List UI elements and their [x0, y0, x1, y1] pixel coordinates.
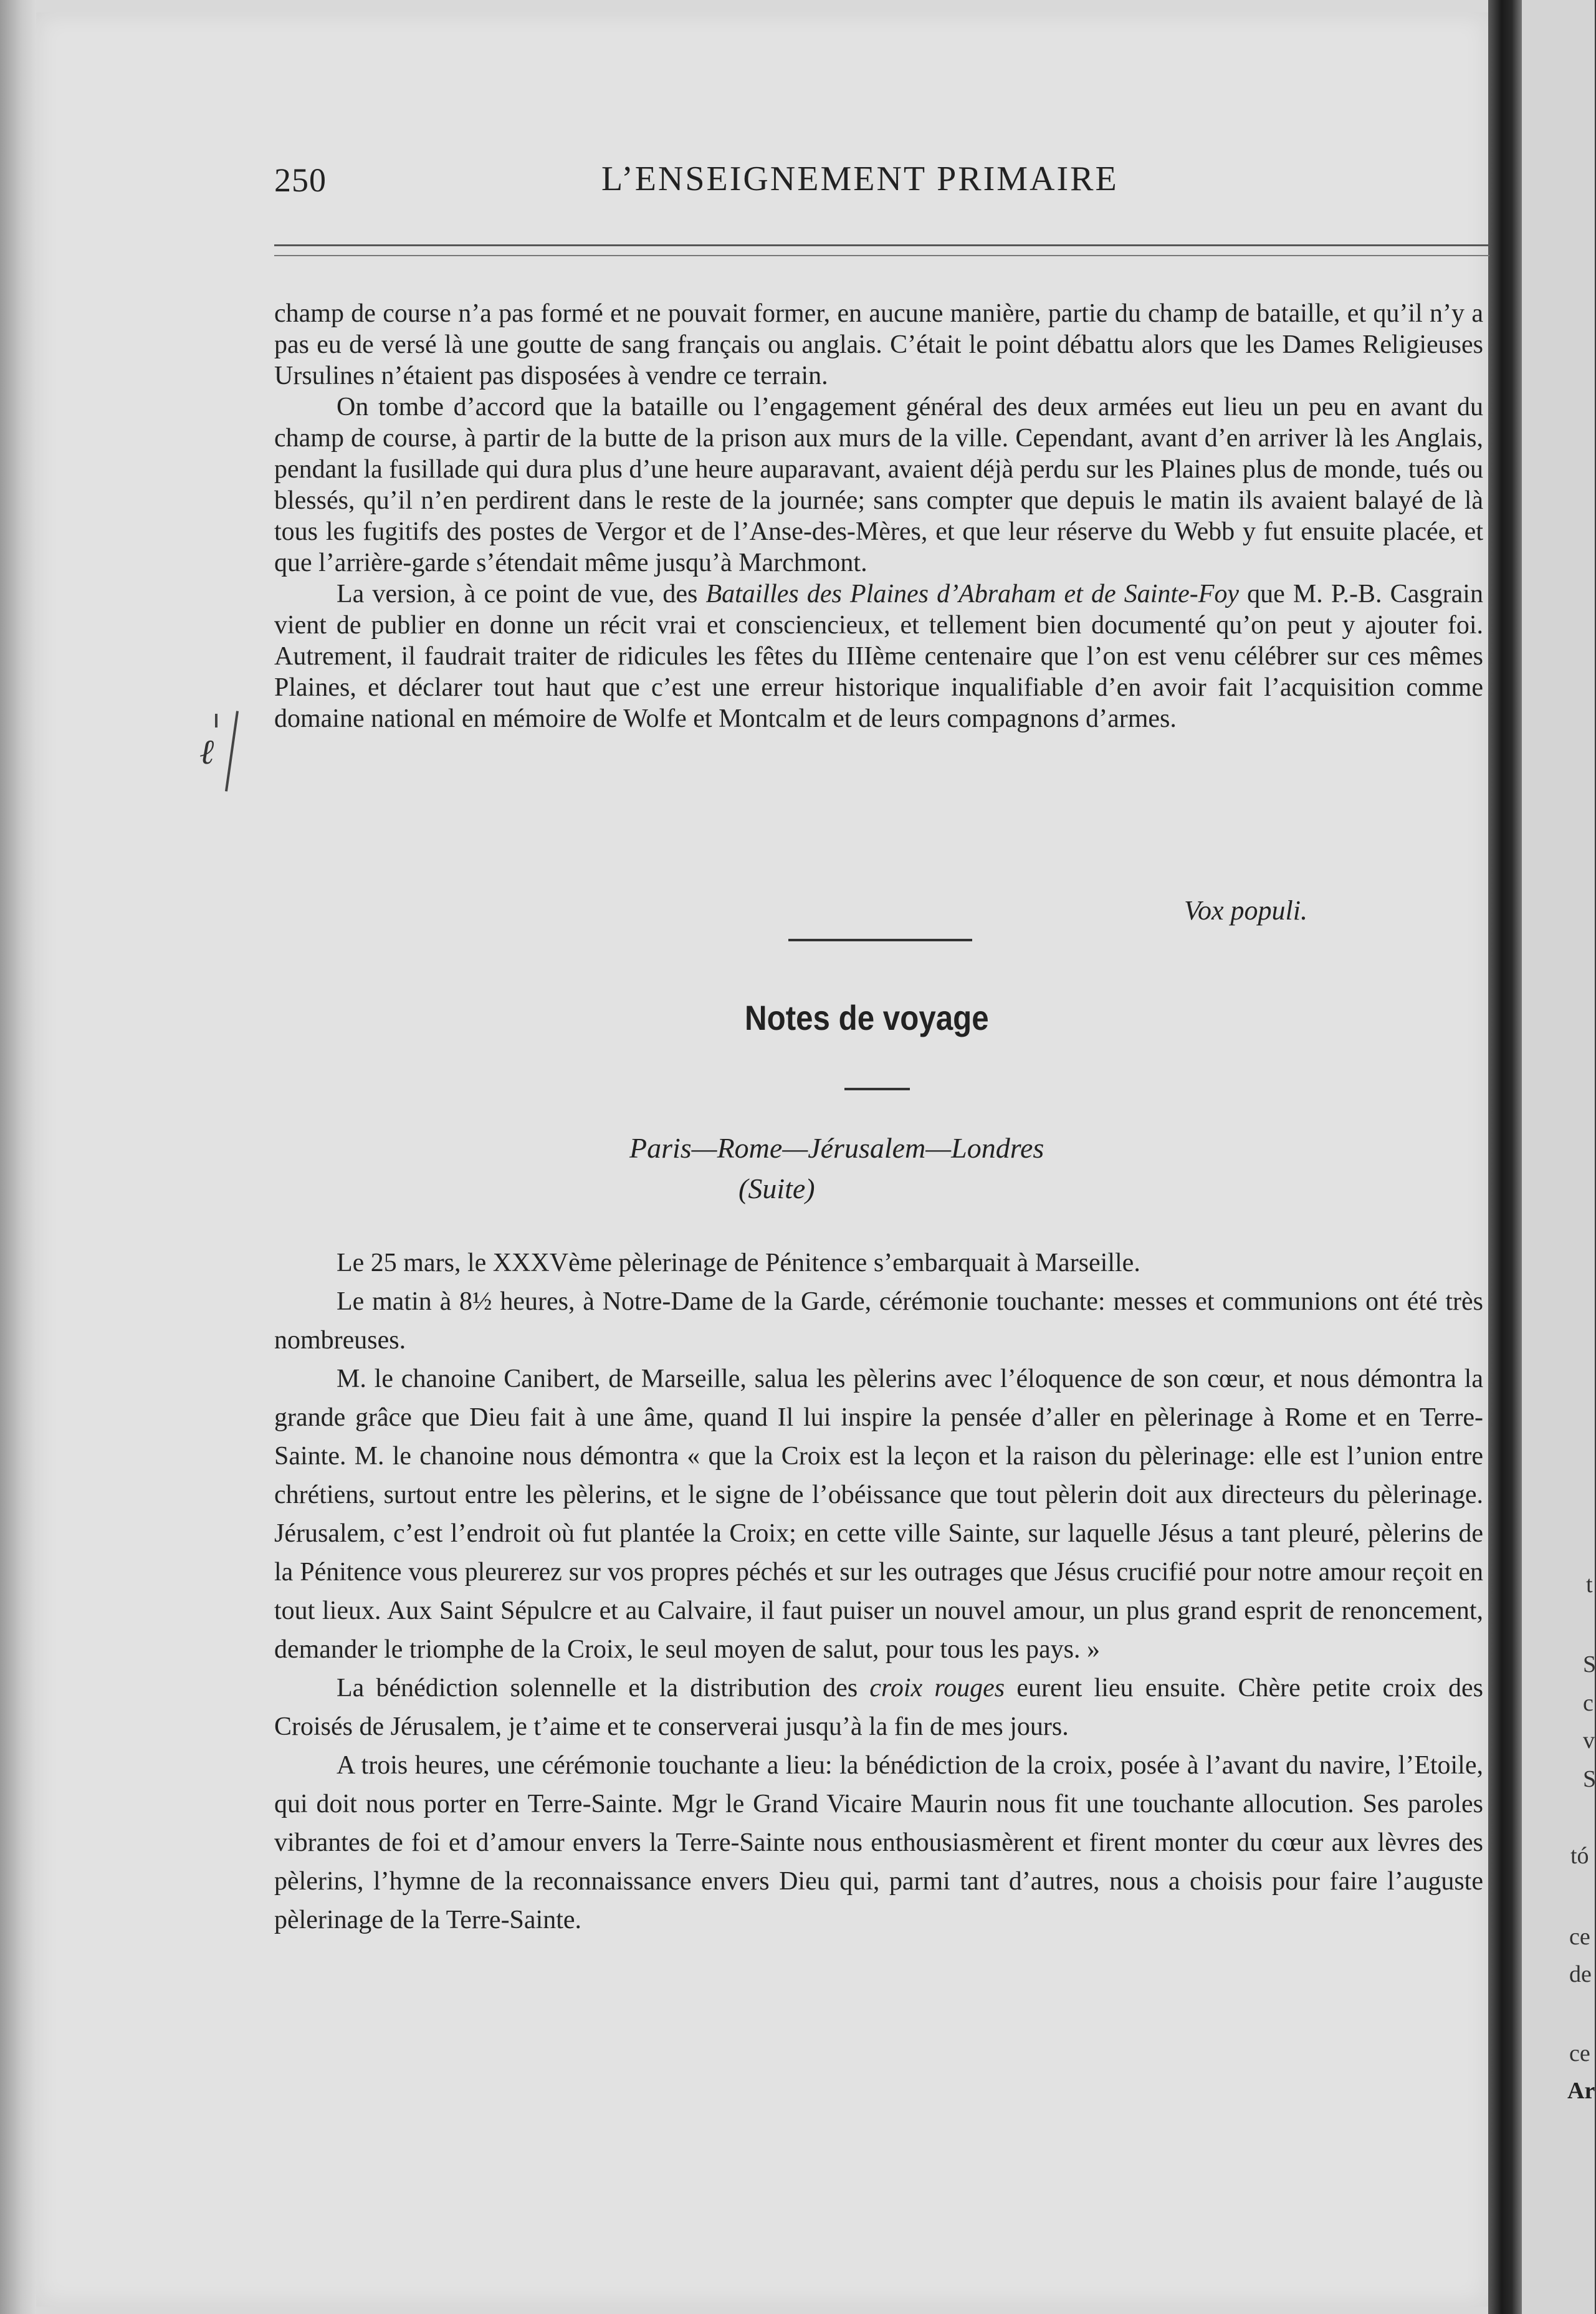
- facing-fragment: ce: [1569, 1924, 1590, 1950]
- article-previous-text: [274, 298, 1483, 734]
- paragraph: Le 25 mars, le XXXVème pèlerinage de Pénitence s’embarquait à Marseille.: [337, 1249, 1140, 1277]
- continued-label: (Suite): [738, 1173, 815, 1204]
- italic-term: croix rouges: [869, 1674, 1005, 1702]
- article-title: Notes de voyage: [745, 998, 989, 1037]
- title-rule: [844, 1088, 910, 1090]
- facing-fragment: de: [1569, 1961, 1592, 1987]
- facing-fragment: S: [1583, 1651, 1596, 1678]
- text-run: eurent lieu ensuite. Chère petite croix des Croisés de Jérusalem, je t’aime et te conserverai jusqu’à la fin de mes jours.: [274, 1674, 1484, 1741]
- article-subtitle: Paris—Rome—Jérusalem—Londres: [629, 1132, 1044, 1164]
- facing-fragment: c: [1583, 1690, 1594, 1716]
- paragraph: [274, 1669, 1483, 1746]
- paragraph: [274, 578, 1483, 734]
- facing-fragment: t: [1586, 1572, 1593, 1598]
- text-run: La bénédiction solennelle et la distribution des: [337, 1674, 870, 1702]
- page-left-edge: [0, 0, 36, 2314]
- facing-fragment: Ar: [1567, 2078, 1595, 2104]
- book-title: Batailles des Plaines d’Abraham et de Sainte-Foy: [705, 580, 1239, 608]
- facing-fragment: S: [1583, 1766, 1596, 1792]
- facing-fragment: ce: [1569, 2040, 1590, 2067]
- article-text: [274, 1244, 1483, 1939]
- book-spine: [1488, 0, 1522, 2314]
- paragraph: Le matin à 8½ heures, à Notre-Dame de la Garde, cérémonie touchante: messes et communions ont été très nombreuses.: [274, 1287, 1483, 1355]
- margin-tick: [215, 714, 217, 727]
- page-number: 250: [274, 161, 327, 199]
- header-rule: [274, 244, 1489, 256]
- facing-fragment: v: [1583, 1727, 1595, 1754]
- paragraph: champ de course n’a pas formé et ne pouvait former, en aucune manière, partie du champ de bataille, et qu’il n’y a pas eu de versé là une goutte de sang français ou anglais. C’était le point débattu alors que les Dames Religieuses Ursulines n’étaient pas disposées à vendre ce terrain.: [274, 299, 1483, 390]
- facing-fragment: tó: [1570, 1843, 1589, 1869]
- margin-note: ℓ: [199, 733, 214, 772]
- text-run: La version, à ce point de vue, des: [337, 580, 706, 608]
- text-run: que M. P.-B. Casgrain vient de publier en donne un récit vrai et consciencieux, et tellement bien documenté qu’on peut y ajouter foi. Autrement, il faudrait traiter de ridicules les fêtes du IIIème centenaire que l’on est venu célébrer sur ces mêmes Plaines, et déclarer tout haut que c’est une erreur historique inqualifiable d’en avoir fait l’acquisition comme domaine national en mémoire de Wolfe et Montcalm et de leurs compagnons d’armes.: [274, 580, 1483, 733]
- paragraph: On tombe d’accord que la bataille ou l’engagement général des deux armées eut lieu un peu en avant du champ de course, à partir de la butte de la prison aux murs de la ville. Cependant, avant d’en arriver là les Anglais, pendant la fusillade qui dura plus d’une heure auparavant, avaient déjà perdu sur les Plaines plus de monde, tués ou blessés, qu’il n’en perdirent dans le reste de la journée; sans compter que depuis le matin ils avaient balayé de là tous les fugitifs des postes de Vergor et de l’Anse-des-Mères, et que leur réserve du Webb y fut ensuite placée, et que l’arrière-garde s’étendait même jusqu’à Marchmont.: [274, 393, 1483, 577]
- running-title: L’ENSEIGNEMENT PRIMAIRE: [601, 160, 1119, 198]
- paragraph: M. le chanoine Canibert, de Marseille, salua les pèlerins avec l’éloquence de son cœur, et nous démontra la grande grâce que Dieu fait à une âme, quand Il lui inspire la pensée d’aller en pèlerinage à Rome et en Terre-Sainte. M. le chanoine nous démontra « que la Croix est la leçon et la raison du pèlerinage: elle est l’union entre chrétiens, surtout entre les pèlerins, et le signe de l’obéissance que tout pèlerin doit aux directeurs du pèlerinage. Jérusalem, c’est l’endroit où fut plantée la Croix; en cette ville Sainte, sur laquelle Jésus a tant pleuré, pèlerins de la Pénitence vous pleurerez sur vos propres péchés et sur les outrages que Jésus crucifié pour notre amour reçoit en tout lieux. Aux Saint Sépulcre et au Calvaire, il faut puiser un nouvel amour, un plus grand esprit de renoncement, demander le triomphe de la Croix, le seul moyen de salut, pour tous les pays. »: [274, 1365, 1483, 1664]
- paragraph: A trois heures, une cérémonie touchante a lieu: la bénédiction de la croix, posée à l’avant du navire, l’Etoile, qui doit nous porter en Terre-Sainte. Mgr le Grand Vicaire Maurin nous fit une touchante allocution. Ses paroles vibrantes de foi et d’amour envers la Terre-Sainte nous enthousiasmèrent et firent monter du cœur aux lèvres des pèlerins, l’hymne de la reconnaissance envers Dieu qui, parmi tant d’autres, nous a choisis pour faire l’auguste pèlerinage de la Terre-Sainte.: [274, 1751, 1483, 1934]
- section-separator: [788, 939, 972, 941]
- signature: Vox populi.: [1184, 895, 1307, 926]
